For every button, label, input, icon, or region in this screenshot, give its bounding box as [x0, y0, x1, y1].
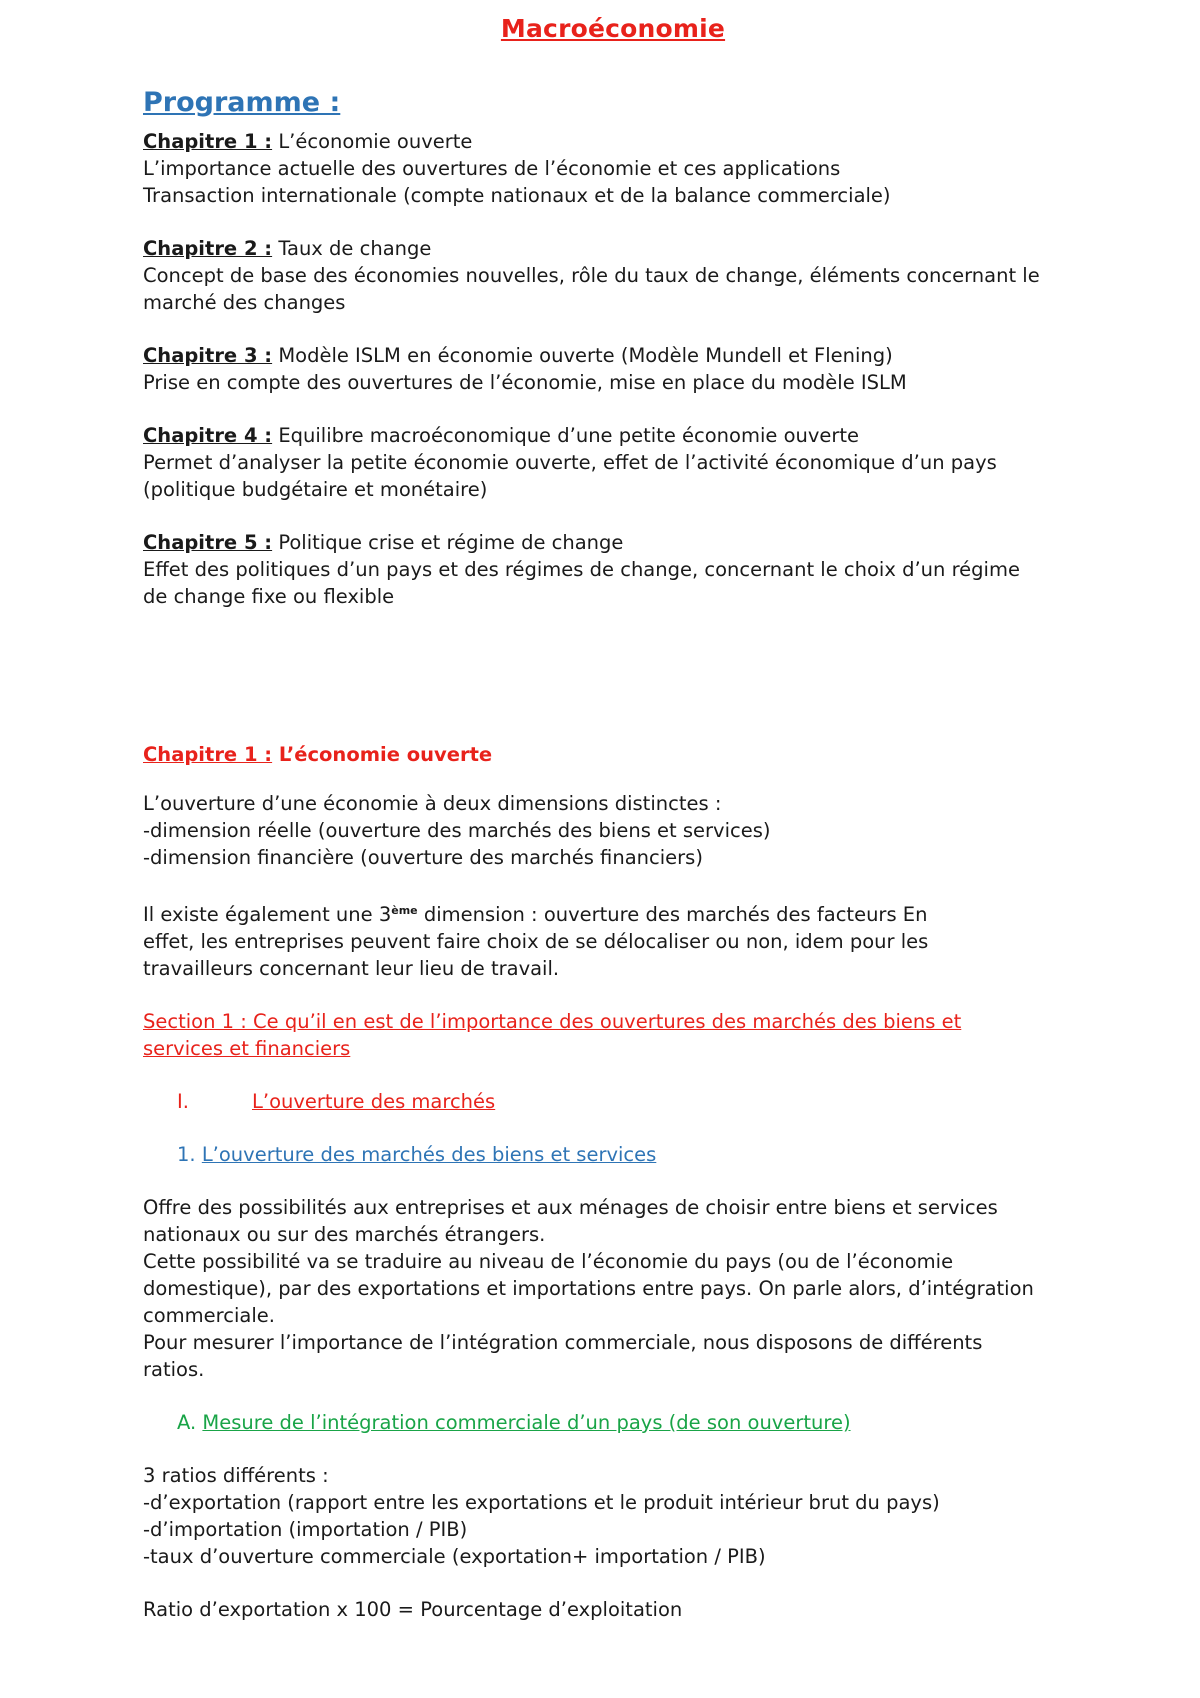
chapter-label: Chapitre 1 :	[143, 130, 273, 153]
formula-line: Ratio d’exportation x 100 = Pourcentage d’exploitation	[143, 1598, 683, 1621]
body-line: Offre des possibilités aux entreprises et aux ménages de choisir entre biens et services	[143, 1196, 998, 1219]
section-1-line: services et financiers	[143, 1037, 351, 1060]
chapter-title: Politique crise et régime de change	[278, 531, 624, 554]
chapter-label: Chapitre 2 :	[143, 237, 273, 260]
chapter-title: L’économie ouverte	[278, 130, 473, 153]
ratio-line: 3 ratios différents :	[143, 1464, 329, 1487]
intro-line: L’ouverture d’une économie à deux dimensions distinctes :	[143, 792, 722, 815]
document-title: Macroéconomie	[500, 14, 726, 43]
ratios-list	[143, 1462, 1083, 1570]
document-page	[143, 14, 1083, 1623]
programme-heading: Programme :	[143, 87, 341, 118]
programme-chapter-4	[143, 422, 1083, 503]
third-sup: ème	[391, 904, 418, 917]
subheading-number: A.	[177, 1411, 197, 1434]
ratio-line: -taux d’ouverture commerciale (exportation+ importation / PIB)	[143, 1545, 766, 1568]
chapter-line: L’importance actuelle des ouvertures de l’économie et ces applications	[143, 157, 841, 180]
third-after: dimension : ouverture des marchés des facteurs En	[417, 903, 928, 926]
third-line: effet, les entreprises peuvent faire choix de se délocaliser ou non, idem pour les	[143, 930, 929, 953]
body-line: nationaux ou sur des marchés étrangers.	[143, 1223, 546, 1246]
chapter-line: Permet d’analyser la petite économie ouverte, effet de l’activité économique d’un pays	[143, 451, 997, 474]
intro-line: -dimension financière (ouverture des marchés financiers)	[143, 846, 703, 869]
chapter-line: Effet des politiques d’un pays et des régimes de change, concernant le choix d’un régime	[143, 558, 1020, 581]
chapter-title: Equilibre macroéconomique d’une petite économie ouverte	[278, 424, 860, 447]
body-line: Pour mesurer l’importance de l’intégration commerciale, nous disposons de différents	[143, 1331, 983, 1354]
chapter-line: (politique budgétaire et monétaire)	[143, 478, 488, 501]
subheading-text: Mesure de l’intégration commerciale d’un pays (de son ouverture)	[202, 1411, 851, 1434]
body-line: commerciale.	[143, 1304, 275, 1327]
chapter-label: Chapitre 5 :	[143, 531, 273, 554]
subheading-1	[177, 1141, 1083, 1168]
subheading-number: I.	[177, 1090, 189, 1113]
ratio-line: -d’exportation (rapport entre les exportations et le produit intérieur brut du pays)	[143, 1491, 940, 1514]
section-1-line: Section 1 : Ce qu’il en est de l’importance des ouvertures des marchés des biens et	[143, 1010, 962, 1033]
subheading-text: L’ouverture des marchés	[252, 1090, 496, 1113]
chapter-title: Taux de change	[278, 237, 432, 260]
programme-chapter-5	[143, 529, 1083, 610]
programme-chapter-1	[143, 128, 1083, 209]
section-1-heading	[143, 1008, 1083, 1062]
chapter-1-label: Chapitre 1 :	[143, 743, 273, 766]
chapter-label: Chapitre 3 :	[143, 344, 273, 367]
third-before: Il existe également une 3	[143, 903, 392, 926]
ratio-line: -d’importation (importation / PIB)	[143, 1518, 468, 1541]
body-line: domestique), par des exportations et importations entre pays. On parle alors, d’intégration	[143, 1277, 1034, 1300]
chapter-title: Modèle ISLM en économie ouverte (Modèle Mundell et Flening)	[278, 344, 893, 367]
chapter-line: de change fixe ou flexible	[143, 585, 395, 608]
subheading-A	[177, 1409, 1083, 1436]
body-paragraph	[143, 1194, 1083, 1383]
intro-line: -dimension réelle (ouverture des marchés des biens et services)	[143, 819, 771, 842]
chapter-1-heading	[143, 741, 1083, 768]
chapter-line: marché des changes	[143, 291, 346, 314]
third-dimension-paragraph	[143, 897, 1083, 982]
programme-chapter-2	[143, 235, 1083, 316]
subheading-number: 1.	[177, 1143, 196, 1166]
subheading-text: L’ouverture des marchés des biens et services	[201, 1143, 657, 1166]
chapter-1-title: L’économie ouverte	[278, 743, 493, 766]
chapter-line: Prise en compte des ouvertures de l’économie, mise en place du modèle ISLM	[143, 371, 907, 394]
chapter-1-intro	[143, 790, 1083, 871]
programme-chapter-3	[143, 342, 1083, 396]
body-line: Cette possibilité va se traduire au niveau de l’économie du pays (ou de l’économie	[143, 1250, 954, 1273]
chapter-line: Transaction internationale (compte nationaux et de la balance commerciale)	[143, 184, 891, 207]
subheading-I	[177, 1088, 1083, 1115]
chapter-label: Chapitre 4 :	[143, 424, 273, 447]
chapter-line: Concept de base des économies nouvelles, rôle du taux de change, éléments concernant le	[143, 264, 1040, 287]
body-line: ratios.	[143, 1358, 205, 1381]
third-line: travailleurs concernant leur lieu de travail.	[143, 957, 560, 980]
